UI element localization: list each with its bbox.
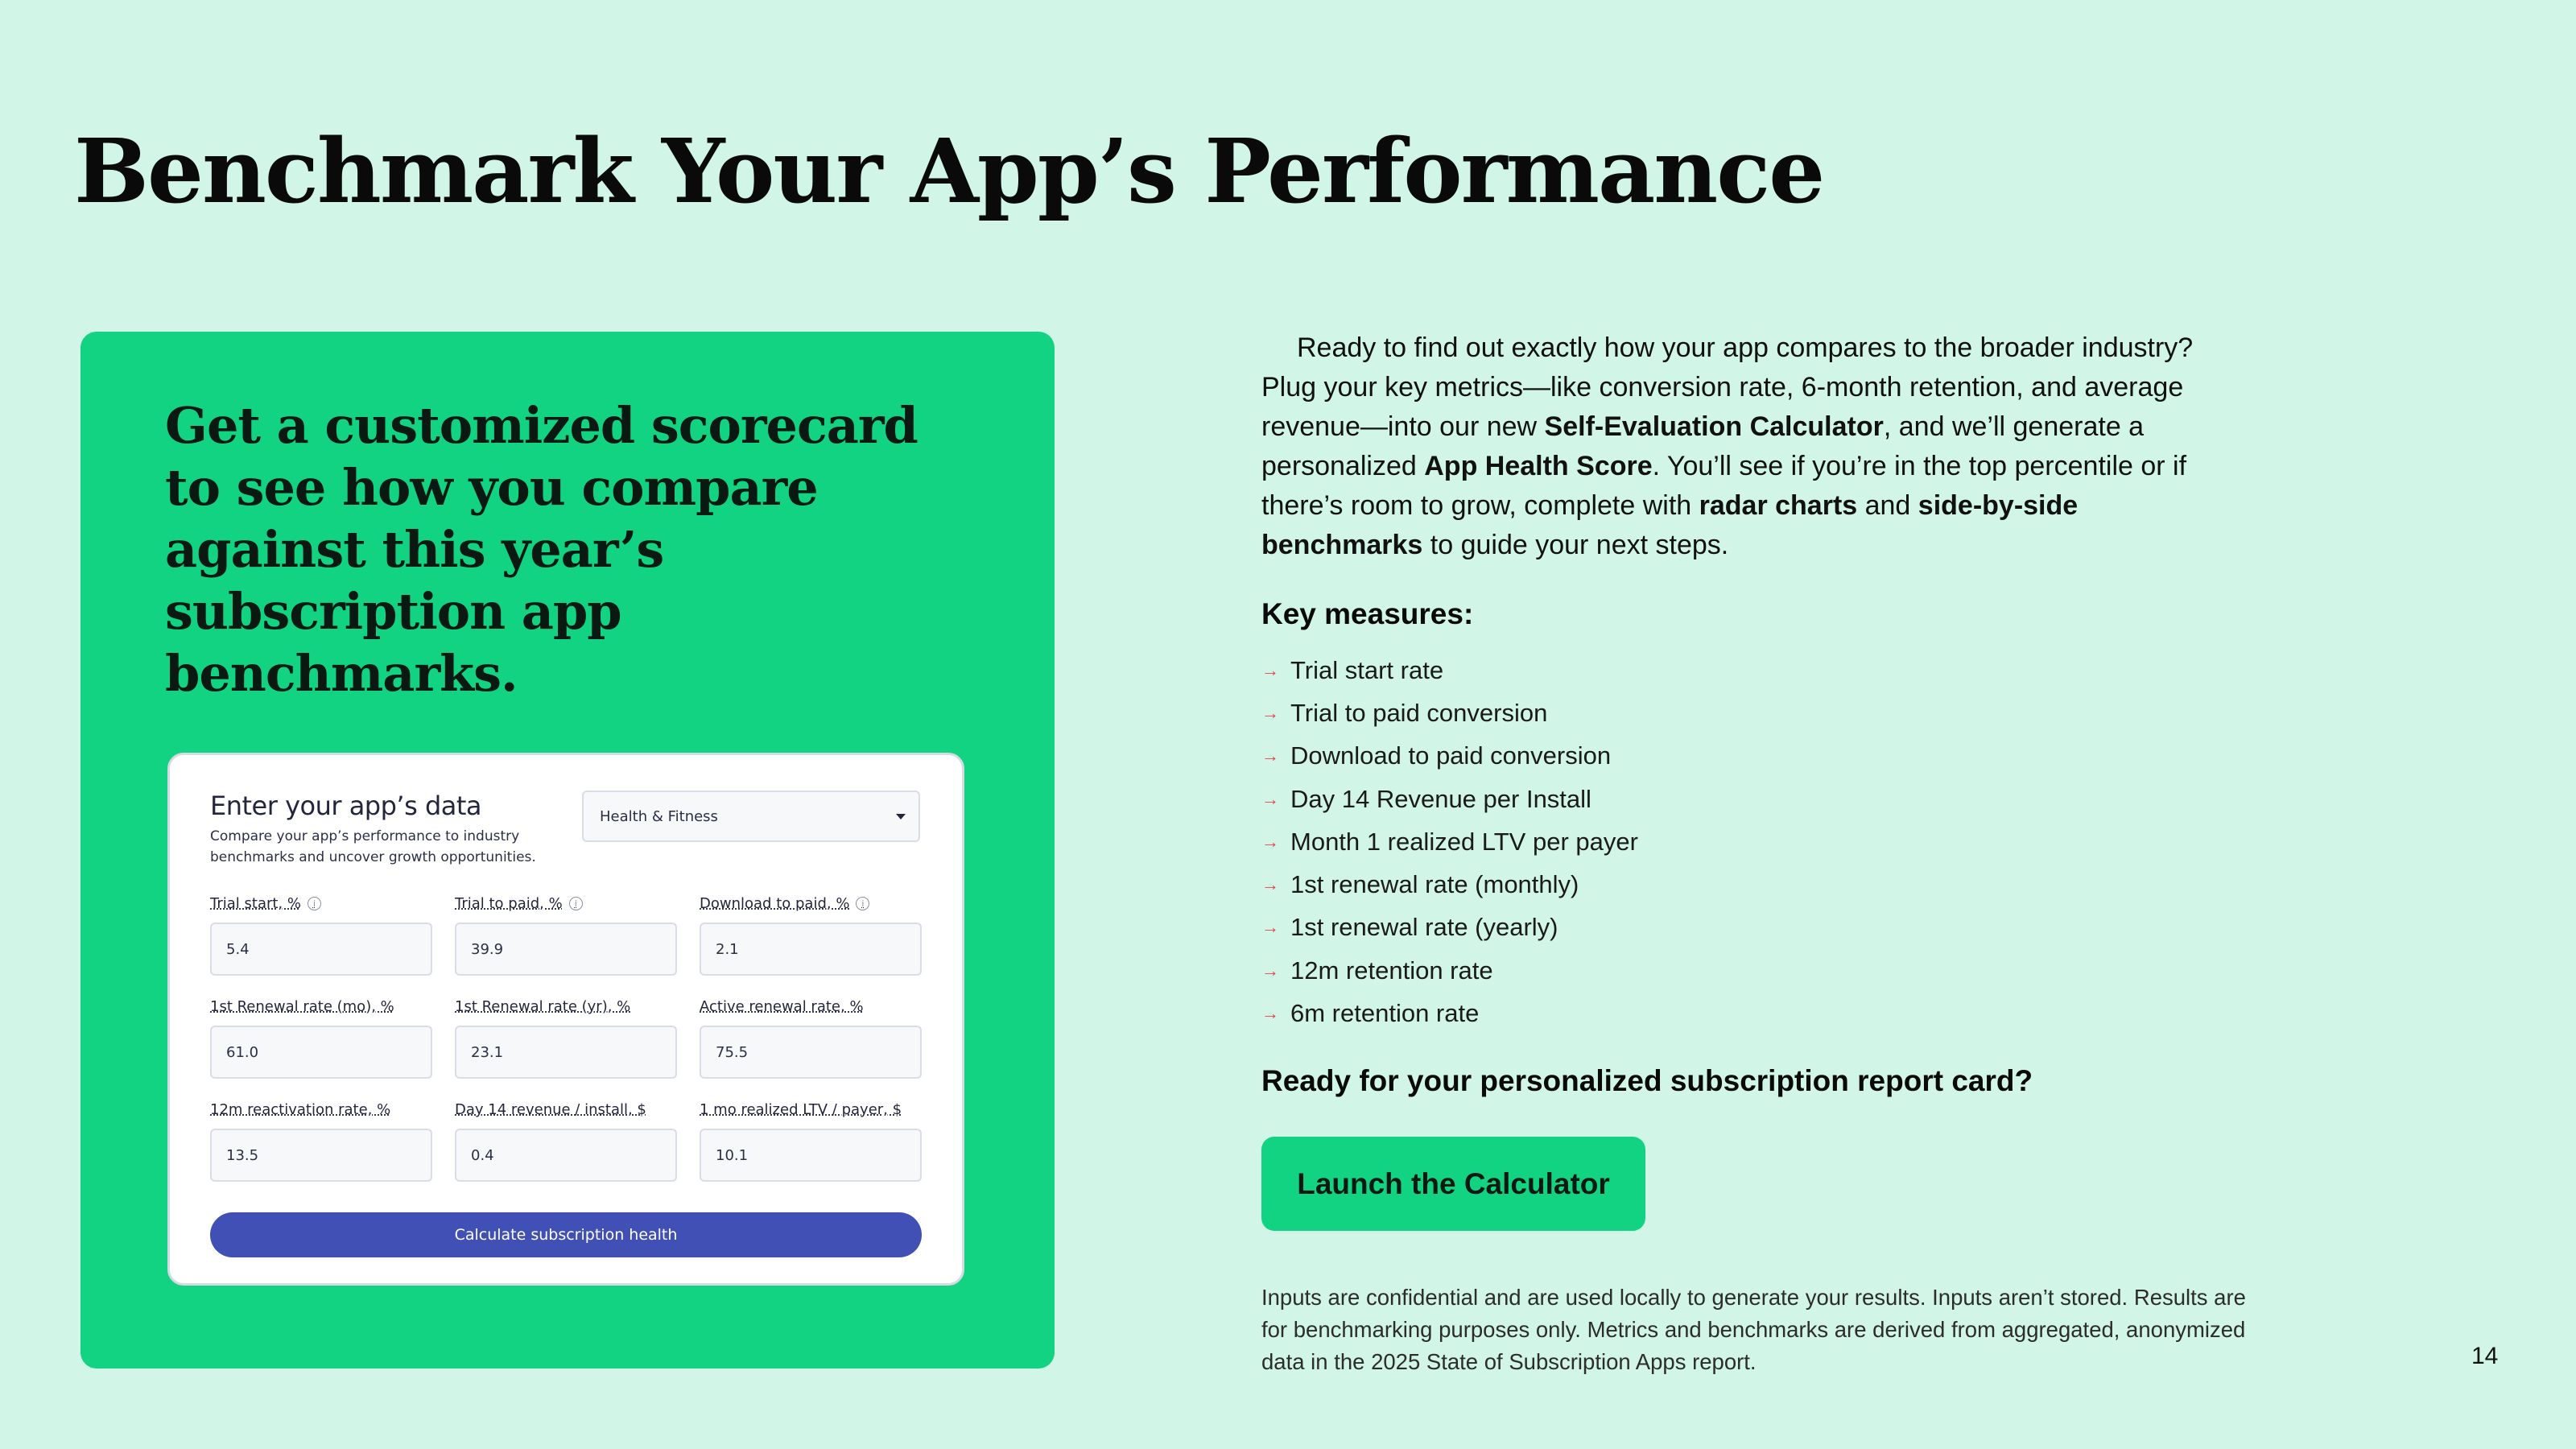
list-item: → 6m retention rate (1261, 999, 1480, 1028)
intro-paragraph: Ready to find out exactly how your app compares to the broader industry? Plug your key metrics—like conversion rate, 6-month retention, and average revenue—into our new Self-Evaluation Calculator, and we’ll generate a personalized App Health Score. You’ll see if you’re in the top percentile or if there’s room to grow, complete with radar charts and side-by-side benchmarks to guide your next steps. (1261, 332, 2194, 560)
arrow-right-icon: → (1261, 831, 1279, 852)
info-icon[interactable]: i (569, 897, 583, 910)
list-item: → Download to paid conversion (1261, 741, 1612, 770)
launch-calculator-button[interactable]: Launch the Calculator (1261, 1137, 1645, 1231)
disclaimer-text: Inputs are confidential and are used locally to generate your results. Inputs aren’t stored. Results are for benchmarking purposes only. Metrics and benchmarks are derived from aggregated, anonymized data in the 2025 State of Subscription Apps report. (1261, 1285, 2246, 1374)
list-item: → Trial to paid conversion (1261, 698, 1548, 727)
arrow-right-icon: → (1261, 960, 1279, 980)
day14-revenue-input[interactable] (455, 1129, 677, 1182)
form-subtitle: Compare your app’s performance to industry benchmarks and uncover growth opportunities. (210, 828, 536, 865)
field-label: Active renewal rate, % (700, 997, 864, 1015)
field-label: 12m reactivation rate, % (210, 1100, 391, 1118)
trial-to-paid-input[interactable] (455, 923, 677, 976)
renewal-yr-input[interactable] (455, 1026, 677, 1079)
field-trial-start (210, 894, 432, 913)
list-item: → 1st renewal rate (yearly) (1261, 913, 1558, 942)
page-title: Benchmark Your App’s Performance (74, 119, 1824, 223)
arrow-right-icon: → (1261, 1003, 1279, 1024)
active-renewal-input[interactable] (700, 1026, 922, 1079)
info-icon[interactable]: i (308, 897, 321, 910)
calculate-button[interactable]: Calculate subscription health (210, 1212, 922, 1257)
scorecard-promo-card (80, 332, 1055, 1368)
key-measures-list (1261, 649, 1638, 1035)
field-label: 1st Renewal rate (yr), % (455, 997, 631, 1015)
arrow-right-icon: → (1261, 874, 1279, 895)
page-number: 14 (2471, 1343, 2499, 1369)
field-label: Day 14 revenue / install, $ (455, 1100, 646, 1118)
trial-start-input[interactable] (210, 923, 432, 976)
download-to-paid-input[interactable] (700, 923, 922, 976)
arrow-right-icon: → (1261, 745, 1279, 766)
field-realized-ltv (700, 1100, 922, 1119)
field-trial-to-paid (455, 894, 677, 913)
reactivation-input[interactable] (210, 1129, 432, 1182)
field-renewal-yr (455, 997, 677, 1016)
field-label: Trial start, % (210, 894, 301, 912)
list-item: → 1st renewal rate (monthly) (1261, 870, 1579, 899)
field-day14-revenue (455, 1100, 677, 1119)
form-title: Enter your app’s data (210, 791, 482, 821)
arrow-right-icon: → (1261, 702, 1279, 723)
field-label: 1 mo realized LTV / payer, $ (700, 1100, 902, 1118)
list-item: → Trial start rate (1261, 655, 1444, 684)
cta-question: Ready for your personalized subscription report card? (1261, 1064, 2033, 1097)
field-renewal-mo (210, 997, 432, 1016)
category-select[interactable] (582, 791, 920, 842)
list-item: → 12m retention rate (1261, 956, 1493, 985)
renewal-mo-input[interactable] (210, 1026, 432, 1079)
card-headline: Get a customized scorecard to see how you compare against this year’s subscription app benchmarks. (165, 396, 918, 703)
field-active-renewal (700, 997, 922, 1016)
field-reactivation (210, 1100, 432, 1119)
chevron-down-icon (896, 814, 906, 819)
info-icon[interactable]: i (856, 897, 869, 910)
category-select-value: Health & Fitness (600, 808, 718, 825)
arrow-right-icon: → (1261, 788, 1279, 809)
list-item: → Day 14 Revenue per Install (1261, 784, 1591, 813)
field-download-to-paid (700, 894, 922, 913)
field-label: 1st Renewal rate (mo), % (210, 997, 394, 1015)
arrow-right-icon: → (1261, 659, 1279, 680)
list-item: → Month 1 realized LTV per payer (1261, 827, 1638, 856)
key-measures-heading: Key measures: (1261, 597, 1474, 630)
field-label: Download to paid, % (700, 894, 850, 912)
calculator-form-preview (167, 753, 964, 1286)
field-label: Trial to paid, % (455, 894, 563, 912)
realized-ltv-input[interactable] (700, 1129, 922, 1182)
arrow-right-icon: → (1261, 917, 1279, 938)
